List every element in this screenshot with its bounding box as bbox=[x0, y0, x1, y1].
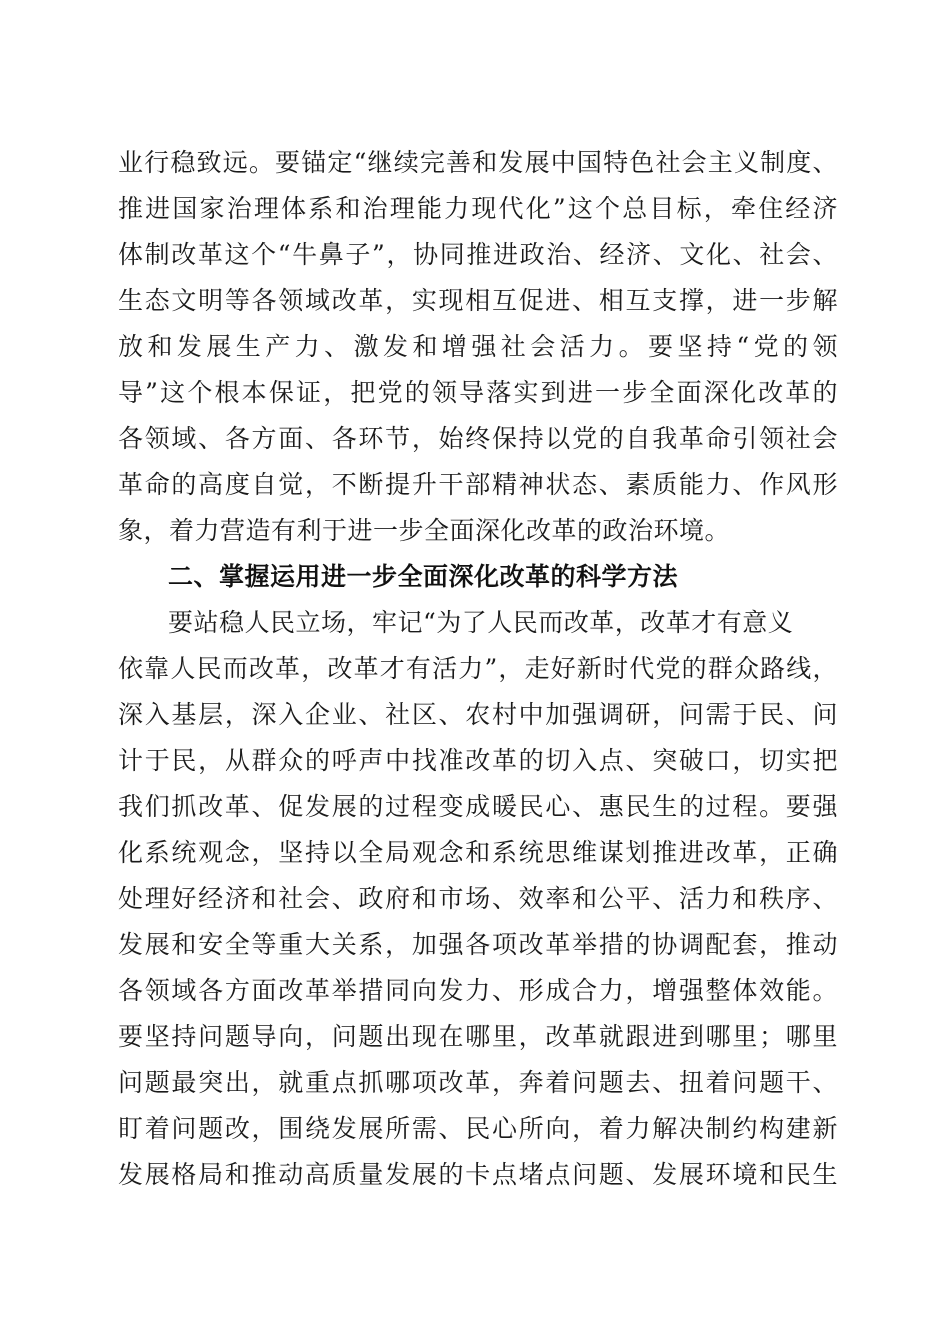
text-line: 各领域、各方面、各环节，始终保持以党的自我革命引领社会 bbox=[118, 424, 838, 453]
text-line: 要坚持问题导向，问题出现在哪里，改革就跟进到哪里；哪里 bbox=[118, 1022, 838, 1051]
text-line: 推进国家治理体系和治理能力现代化”这个总目标，牵住经济 bbox=[118, 194, 838, 223]
text-line: 生态文明等各领域改革，实现相互促进、相互支撑，进一步解 bbox=[118, 286, 838, 315]
section-heading: 二、掌握运用进一步全面深化改革的科学方法 bbox=[168, 562, 679, 591]
text-line: 要站稳人民立场，牢记“为了人民而改革，改革才有意义 bbox=[168, 608, 794, 637]
text-line: 象，着力营造有利于进一步全面深化改革的政治环境。 bbox=[118, 516, 731, 545]
text-line: 体制改革这个“牛鼻子”，协同推进政治、经济、文化、社会、 bbox=[118, 240, 838, 269]
text-line: 发展和安全等重大关系，加强各项改革举措的协调配套，推动 bbox=[118, 930, 838, 959]
text-line: 处理好经济和社会、政府和市场、效率和公平、活力和秩序、 bbox=[118, 884, 838, 913]
paragraph bbox=[118, 600, 838, 1198]
text-line: 我们抓改革、促发展的过程变成暖民心、惠民生的过程。要强 bbox=[118, 792, 838, 821]
text-line: 各领域各方面改革举措同向发力、形成合力，增强整体效能。 bbox=[118, 976, 838, 1005]
text-line: 发展格局和推动高质量发展的卡点堵点问题、发展环境和民生 bbox=[118, 1160, 838, 1189]
text-line: 业行稳致远。要锚定“继续完善和发展中国特色社会主义制度、 bbox=[118, 148, 838, 177]
text-line: 问题最突出，就重点抓哪项改革，奔着问题去、扭着问题干、 bbox=[118, 1068, 838, 1097]
text-line: 导”这个根本保证，把党的领导落实到进一步全面深化改革的 bbox=[118, 378, 838, 407]
document-body bbox=[118, 140, 838, 1198]
text-line: 依靠人民而改革，改革才有活力”，走好新时代党的群众路线， bbox=[118, 654, 838, 683]
paragraph-continued bbox=[118, 140, 838, 554]
text-line: 盯着问题改，围绕发展所需、民心所向，着力解决制约构建新 bbox=[118, 1114, 838, 1143]
text-line: 计于民，从群众的呼声中找准改革的切入点、突破口，切实把 bbox=[118, 746, 838, 775]
text-line: 放和发展生产力、激发和增强社会活力。要坚持“党的领 bbox=[118, 332, 838, 361]
text-line: 深入基层，深入企业、社区、农村中加强调研，问需于民、问 bbox=[118, 700, 838, 729]
text-line: 化系统观念，坚持以全局观念和系统思维谋划推进改革，正确 bbox=[118, 838, 838, 867]
text-line: 革命的高度自觉，不断提升干部精神状态、素质能力、作风形 bbox=[118, 470, 838, 499]
